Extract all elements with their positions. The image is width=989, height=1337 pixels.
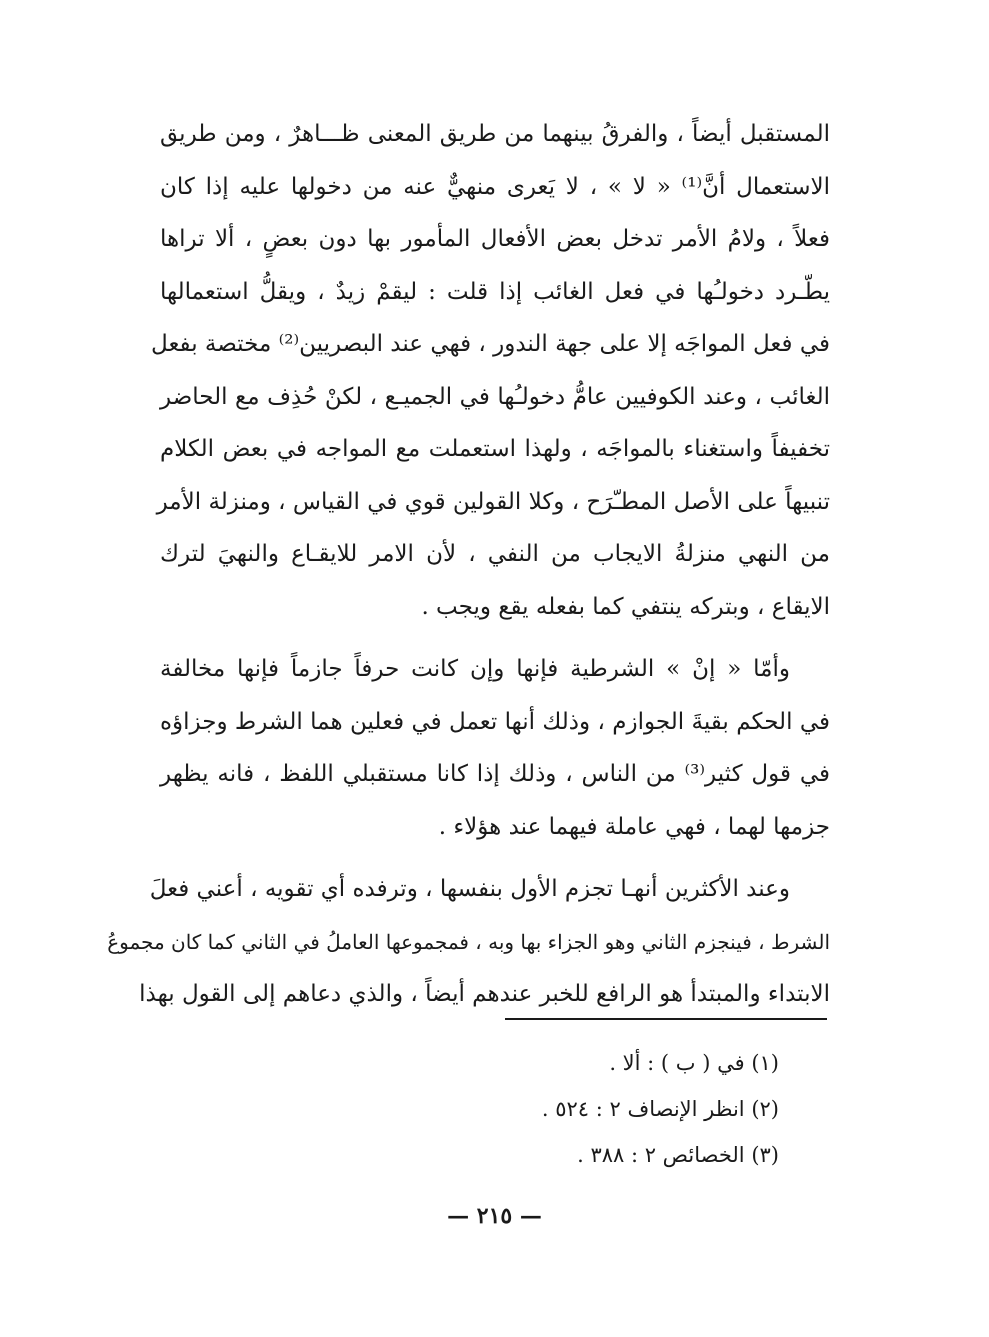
text-line: الشرط ، فينجزم الثاني وهو الجزاء بها وبه ، فمجموعها العاملُ في الثاني كما كان مجموعُ xyxy=(107,929,830,954)
footnote-3: (٣) الخصائص ٢ : ٣٨٨ . xyxy=(577,1143,779,1167)
text-line: من النهي منزلةُ الايجاب من النفي ، لأن الامر للايقـاع والنهيَ لترك xyxy=(160,541,830,567)
text-line: فعلاً ، ولامُ الأمر تدخل بعض الأفعال المأمور بها دون بعضٍ ، ألا تراها xyxy=(160,226,830,252)
text-line: جزمها لهما ، فهي عاملة فيهما عند هؤلاء . xyxy=(438,813,830,840)
footnote-2: (٢) انظر الإنصاف ٢ : ٥٢٤ . xyxy=(541,1097,779,1121)
paragraph-1 xyxy=(151,108,830,633)
paragraph-3 xyxy=(107,863,830,1021)
text-line: في فعل المواجَه إلا على جهة الندور ، فهي عند البصريين⁽²⁾ مختصة بفعل xyxy=(151,331,830,357)
text-line: في الحكم بقيةَ الجوازم ، وذلك أنها تعمل في فعلين هما الشرط وجزاؤه xyxy=(160,708,830,735)
footnote-1: (١) في ( ب ) : ألا . xyxy=(609,1051,779,1075)
text-line: وعند الأكثرين أنهـا تجزم الأول بنفسها ، وترفده أي تقويه ، أعني فعلَ xyxy=(149,876,790,902)
footnotes xyxy=(542,1040,779,1178)
text-line: تنبيهاً على الأصل المطـّرَح ، وكلا القولين قوي في القياس ، ومنزلة الأمر xyxy=(156,488,830,515)
text-line: الايقاع ، وبتركه ينتفي كما بفعله يقع ويجب . xyxy=(421,593,830,620)
text-line: الغائب ، وعند الكوفيين عامُّ دخولـُها في الجميـع ، لكنْ حُذِف مع الحاضر xyxy=(160,383,830,410)
footnote-divider xyxy=(505,1018,827,1020)
text-line: في قول كثير⁽³⁾ من الناس ، وذلك إذا كانا مستقبلي اللفظ ، فانه يظهر xyxy=(160,761,830,787)
text-line: تخفيفاً واستغناء بالمواجَه ، ولهذا استعملت مع المواجه في بعض الكلام xyxy=(160,436,830,462)
main-text xyxy=(107,108,830,1021)
text-line: وأمّا « إنْ » الشرطية فإنها وإن كانت حرفاً جازماً فإنها مخالفة xyxy=(160,656,790,682)
text-line: الابتداء والمبتدأ هو الرافع للخبر عندهم أيضاً ، والذي دعاهم إلى القول بهذا xyxy=(139,981,830,1007)
paragraph-2 xyxy=(160,643,830,853)
text-line: المستقبل أيضاً ، والفرقُ بينهما من طريق المعنى ظـــاهرٌ ، ومن طريق xyxy=(160,121,830,147)
text-line: يطّـرد دخولـُها في فعل الغائب إذا قلت : ليقمْ زيدٌ ، ويقلُّ استعمالها xyxy=(160,278,830,305)
text-line: الاستعمال أنَّ⁽¹⁾ « لا » ، لا يَعرى منهيٌّ عنه من دخولها عليه إذا كان xyxy=(160,173,830,200)
page-number: — ٢١٥ — xyxy=(447,1203,542,1229)
